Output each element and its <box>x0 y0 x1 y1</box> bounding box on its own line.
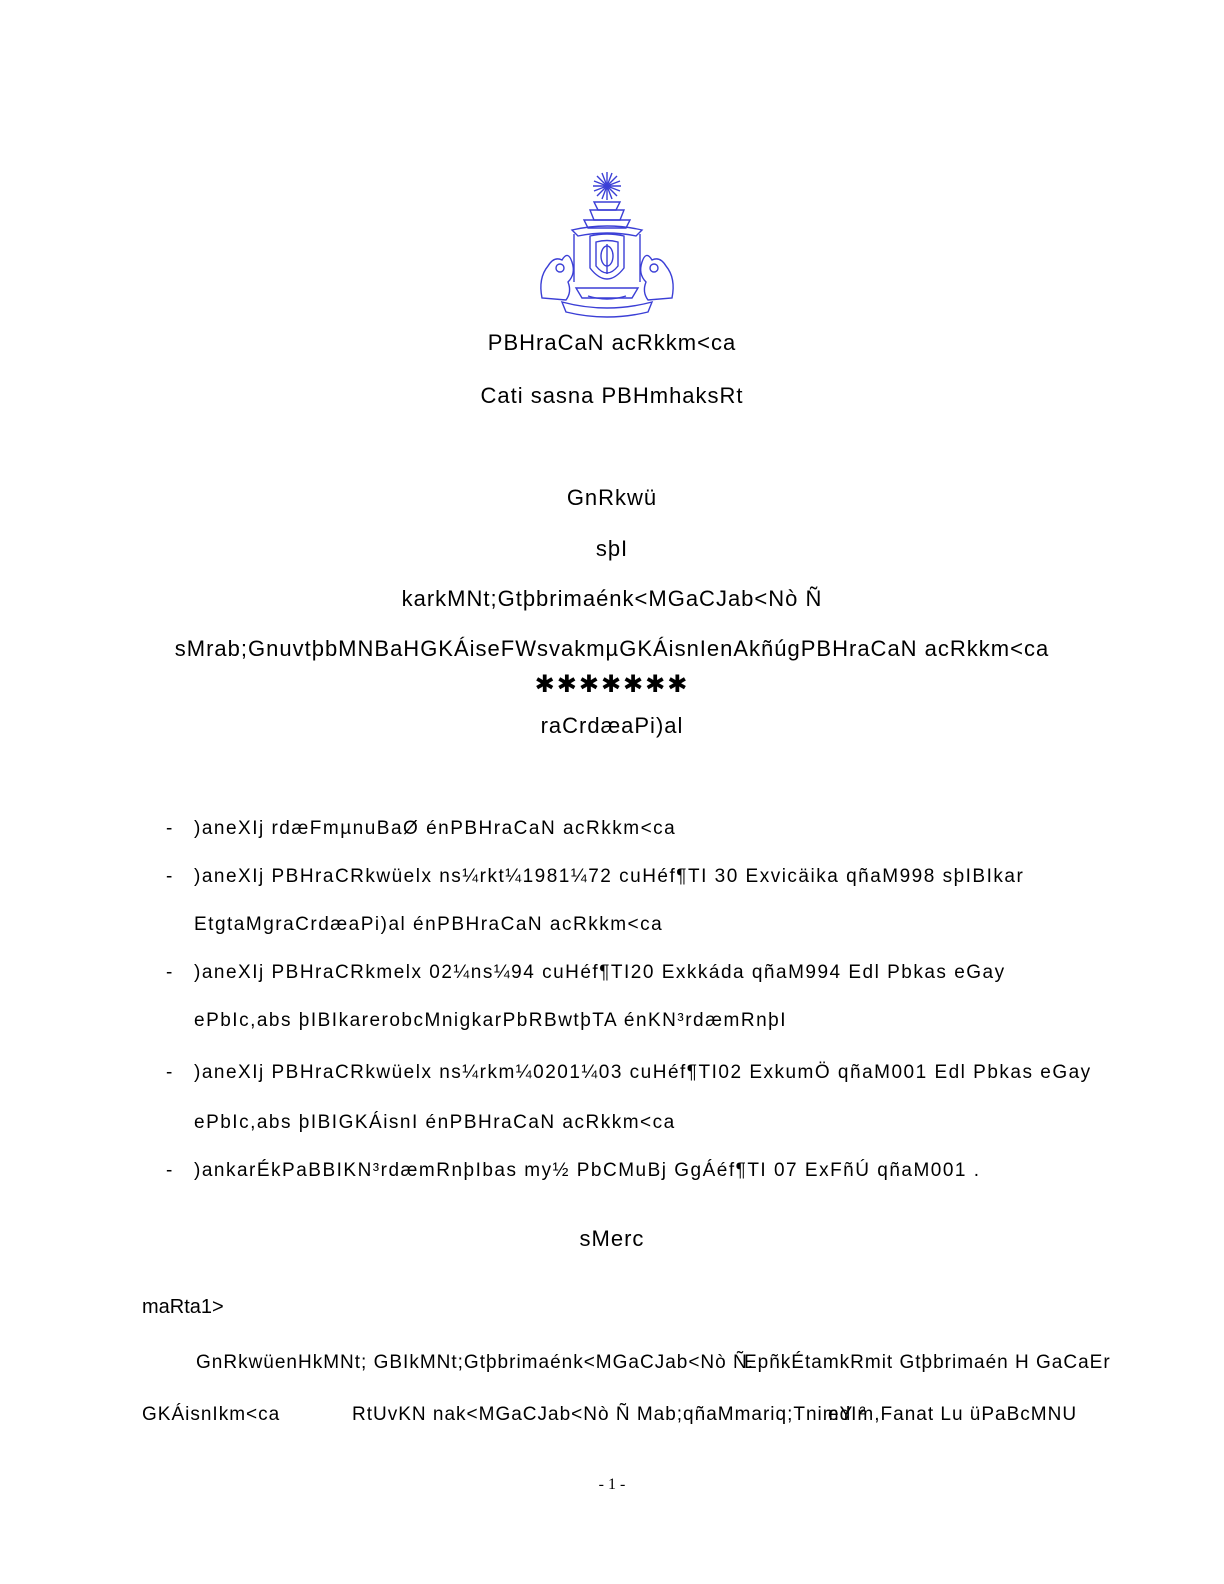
reference-item <box>166 962 1076 984</box>
kingdom-name: PBHraCaN acRkkm<ca <box>487 330 737 355</box>
reference-continuation: EtgtaMgraCrdæaPi)al énPBHraCaN acRkkm<ca <box>194 914 664 935</box>
bullet-dash: - <box>166 962 174 983</box>
article-text: edIm,Fanat Lu üPaBcMNU <box>828 1404 1078 1425</box>
bullet-dash: - <box>166 1160 174 1181</box>
royal-emblem-icon <box>532 170 682 322</box>
issuer-name: raCrdæaPi)al <box>540 713 684 738</box>
bullet-dash: - <box>166 866 174 887</box>
page-number: - 1 - <box>598 1476 626 1493</box>
reference-text: )ankarÉkPaBBIKN³rdæmRnþIbas my½ PbCMuBj GgÁéf¶TI 07 ExFñÚ qñaM001 . <box>194 1160 981 1181</box>
bullet-dash: - <box>166 1062 174 1083</box>
document-type: GnRkwü <box>566 485 658 510</box>
decision-heading: sMerc <box>579 1226 645 1251</box>
document-subject-label: sþI <box>595 536 629 561</box>
reference-text: )aneXIj PBHraCRkwüelx ns¼rkt¼1981¼72 cuHéf¶TI 30 Exvicäika qñaM998 sþIBIkar <box>194 866 1025 887</box>
reference-continuation: ePbIc,abs þIBIkarerobcMnigkarPbRBwtþTA énKN³rdæmRnþI <box>194 1010 787 1031</box>
bullet-dash: - <box>166 818 174 839</box>
reference-continuation: ePbIc,abs þIBIGKÁisnI énPBHraCaN acRkkm<ca <box>194 1112 676 1133</box>
reference-item <box>166 818 1076 840</box>
document-title-line: karkMNt;Gtþbrimaénk<MGaCJab<Nò Ñ <box>401 586 823 611</box>
reference-text: )aneXIj rdæFmµnuBaØ énPBHraCaN acRkkm<ca <box>194 818 677 839</box>
reference-text: )aneXIj PBHraCRkwüelx ns¼rkm¼0201¼03 cuHéf¶TI02 ExkumÖ qñaM001 Edl Pbkas eGay <box>194 1062 1092 1083</box>
article-text: GKÁisnIkm<ca <box>142 1404 281 1425</box>
article-text: GnRkwüenHkMNt; GBIkMNt;Gtþbrimaénk<MGaCJab<Nò Ñ. <box>196 1352 754 1373</box>
reference-text: )aneXIj PBHraCRkmelx 02¼ns¼94 cuHéf¶TI20 Exkkáda qñaM994 Edl Pbkas eGay <box>194 962 1006 983</box>
article-text: EpñkÉtamkRmit Gtþbrimaén H GaCaEr <box>744 1352 1111 1373</box>
article-text: RtUvKN nak<MGaCJab<Nò Ñ Mab;qñaMmariq;TnimY ² <box>352 1404 867 1425</box>
document-title-line-2: sMrab;GnuvtþbMNBaHGKÁiseFWsvakmµGKÁisnIenAkñúgPBHraCaN acRkkm<ca <box>174 636 1050 661</box>
reference-item <box>166 866 1076 888</box>
separator-stars: ✱✱✱✱✱✱✱ <box>534 670 690 698</box>
article-label: maRta1> <box>142 1296 224 1318</box>
reference-item <box>166 1062 1092 1084</box>
national-motto: Cati sasna PBHmhaksRt <box>480 383 744 408</box>
reference-item <box>166 1160 1076 1182</box>
